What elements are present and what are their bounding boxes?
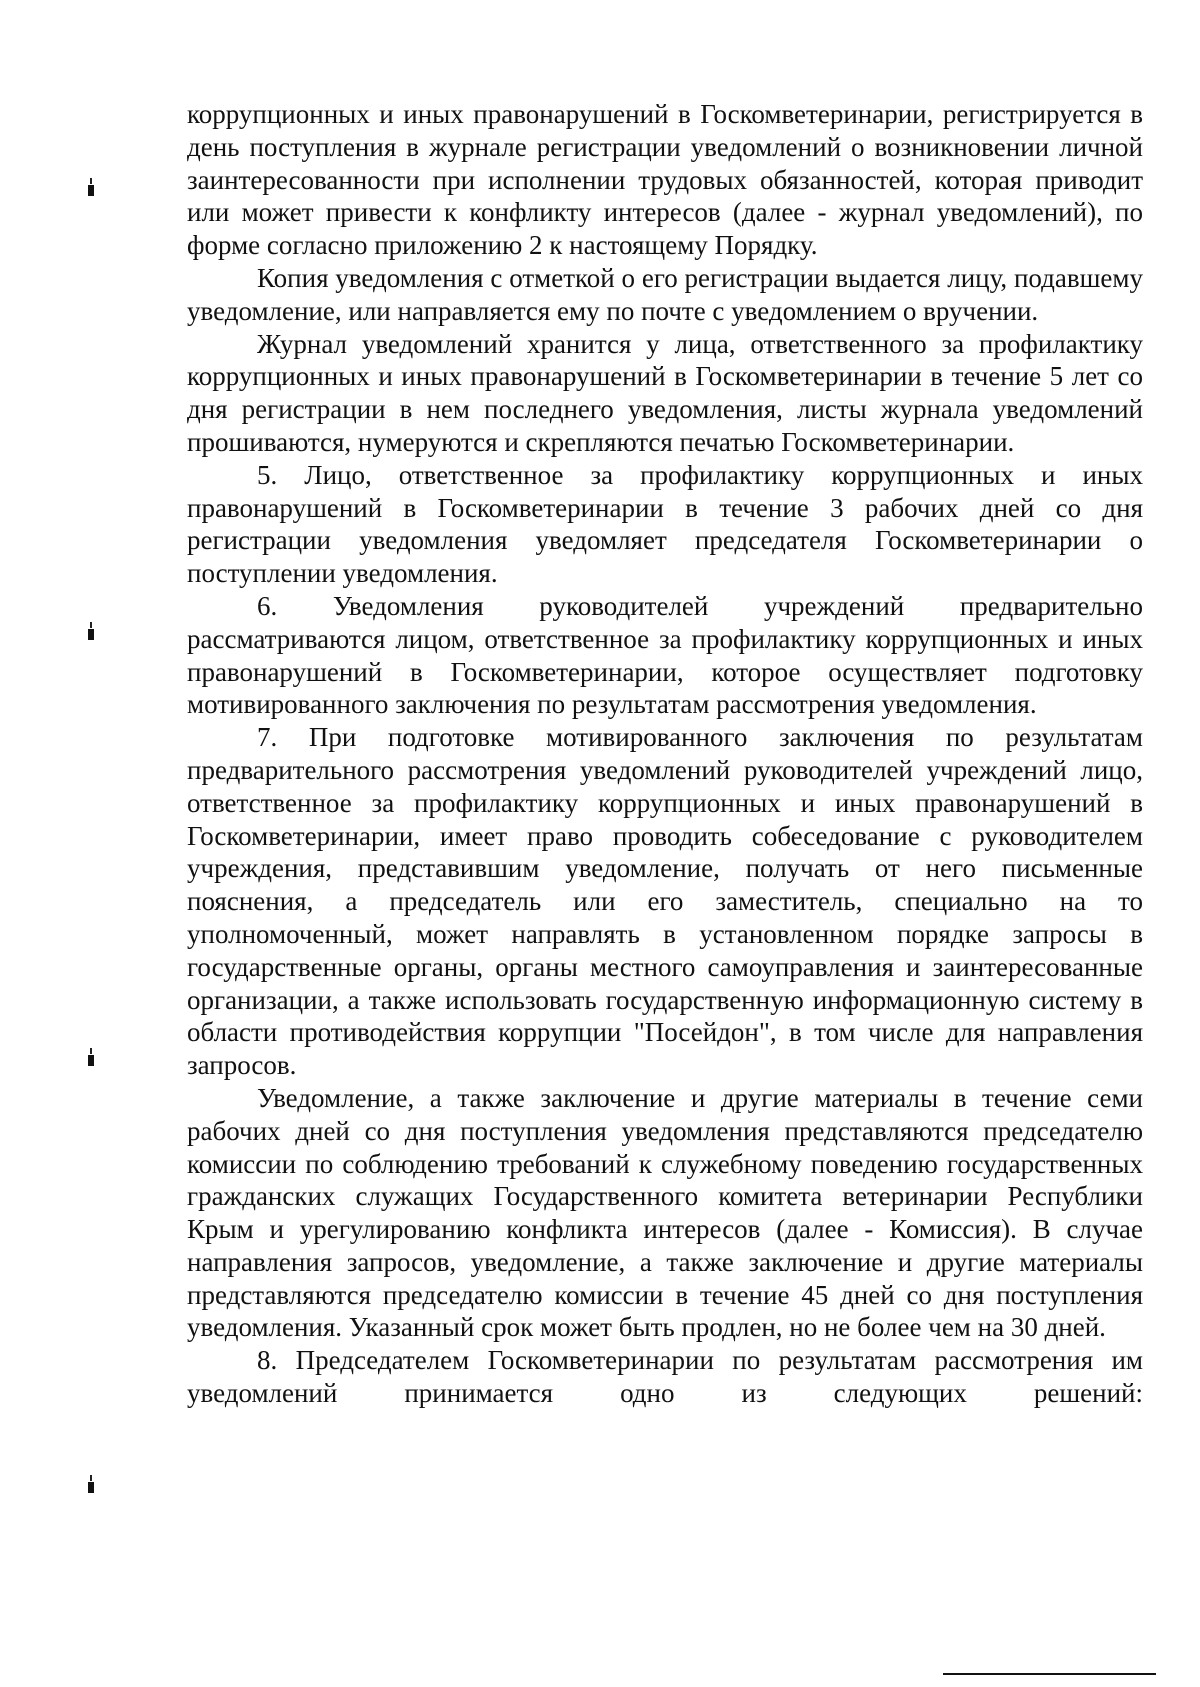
paragraph-journal-storage: Журнал уведомлений хранится у лица, ответственного за профилактику коррупционных и иных правонарушений в Госкомветеринарии в течение 5 лет со дня регистрации в нем последнего уведомления, листы журнала уведомлений прошиваются, нумеруются и скрепляются печатью Госкомветеринарии. xyxy=(187,328,1143,457)
binding-hole-mark xyxy=(88,178,94,196)
paragraph-item-5: 5. Лицо, ответственное за профилактику коррупционных и иных правонарушений в Госкомветеринарии в течение 3 рабочих дней со дня регистрации уведомления уведомляет председателя Госкомветеринарии о поступлении уведомления. xyxy=(187,459,1143,589)
footer-rule xyxy=(943,1673,1156,1675)
paragraph-item-7: 7. При подготовке мотивированного заключения по результатам предварительного рассмотрения уведомлений руководителей учреждений лицо, ответственное за профилактику коррупционных и иных правонарушений в Госкомветеринарии, имеет право проводить собеседование с руководителем учреждения, представившим уведомление, получать от него письменные пояснения, а председатель или его заместитель, специально на то уполномоченный, может направлять в установленном порядке запросы в государственные органы, органы местного самоуправления и заинтересованные организации, а также использовать государственную информационную систему в области противодействия коррупции "Посейдон", в том числе для направления запросов. xyxy=(187,722,1143,1081)
binding-hole-mark xyxy=(88,1048,94,1066)
binding-hole-mark xyxy=(88,1475,94,1493)
document-body xyxy=(187,98,1143,1410)
paragraph-item-6: 6. Уведомления руководителей учреждений предварительно рассматриваются лицом, ответственное за профилактику коррупционных и иных правонарушений в Госкомветеринарии, которое осуществляет подготовку мотивированного заключения по результатам рассмотрения уведомления. xyxy=(187,590,1143,720)
paragraph-copy-notice: Копия уведомления с отметкой о его регистрации выдается лицу, подавшему уведомление, или направляется ему по почте с уведомлением о вручении. xyxy=(187,262,1143,326)
paragraph-registration: коррупционных и иных правонарушений в Госкомветеринарии, регистрируется в день поступления в журнале регистрации уведомлений о возникновении личной заинтересованности при исполнении трудовых обязанностей, которая приводит или может привести к конфликту интересов (далее - журнал уведомлений), по форме согласно приложению 2 к настоящему Порядку. xyxy=(187,99,1143,261)
paragraph-item-8: 8. Председателем Госкомветеринарии по результатам рассмотрения им уведомлений принимается одно из следующих решений: xyxy=(187,1345,1143,1409)
binding-hole-mark xyxy=(88,622,94,640)
paragraph-commission: Уведомление, а также заключение и другие материалы в течение семи рабочих дней со дня поступления уведомления представляются председателю комиссии по соблюдению требований к служебному поведению государственных гражданских служащих Государственного комитета ветеринарии Республики Крым и урегулированию конфликта интересов (далее - Комиссия). В случае направления запросов, уведомление, а также заключение и другие материалы представляются председателю комиссии в течение 45 дней со дня поступления уведомления. Указанный срок может быть продлен, но не более чем на 30 дней. xyxy=(187,1082,1143,1343)
